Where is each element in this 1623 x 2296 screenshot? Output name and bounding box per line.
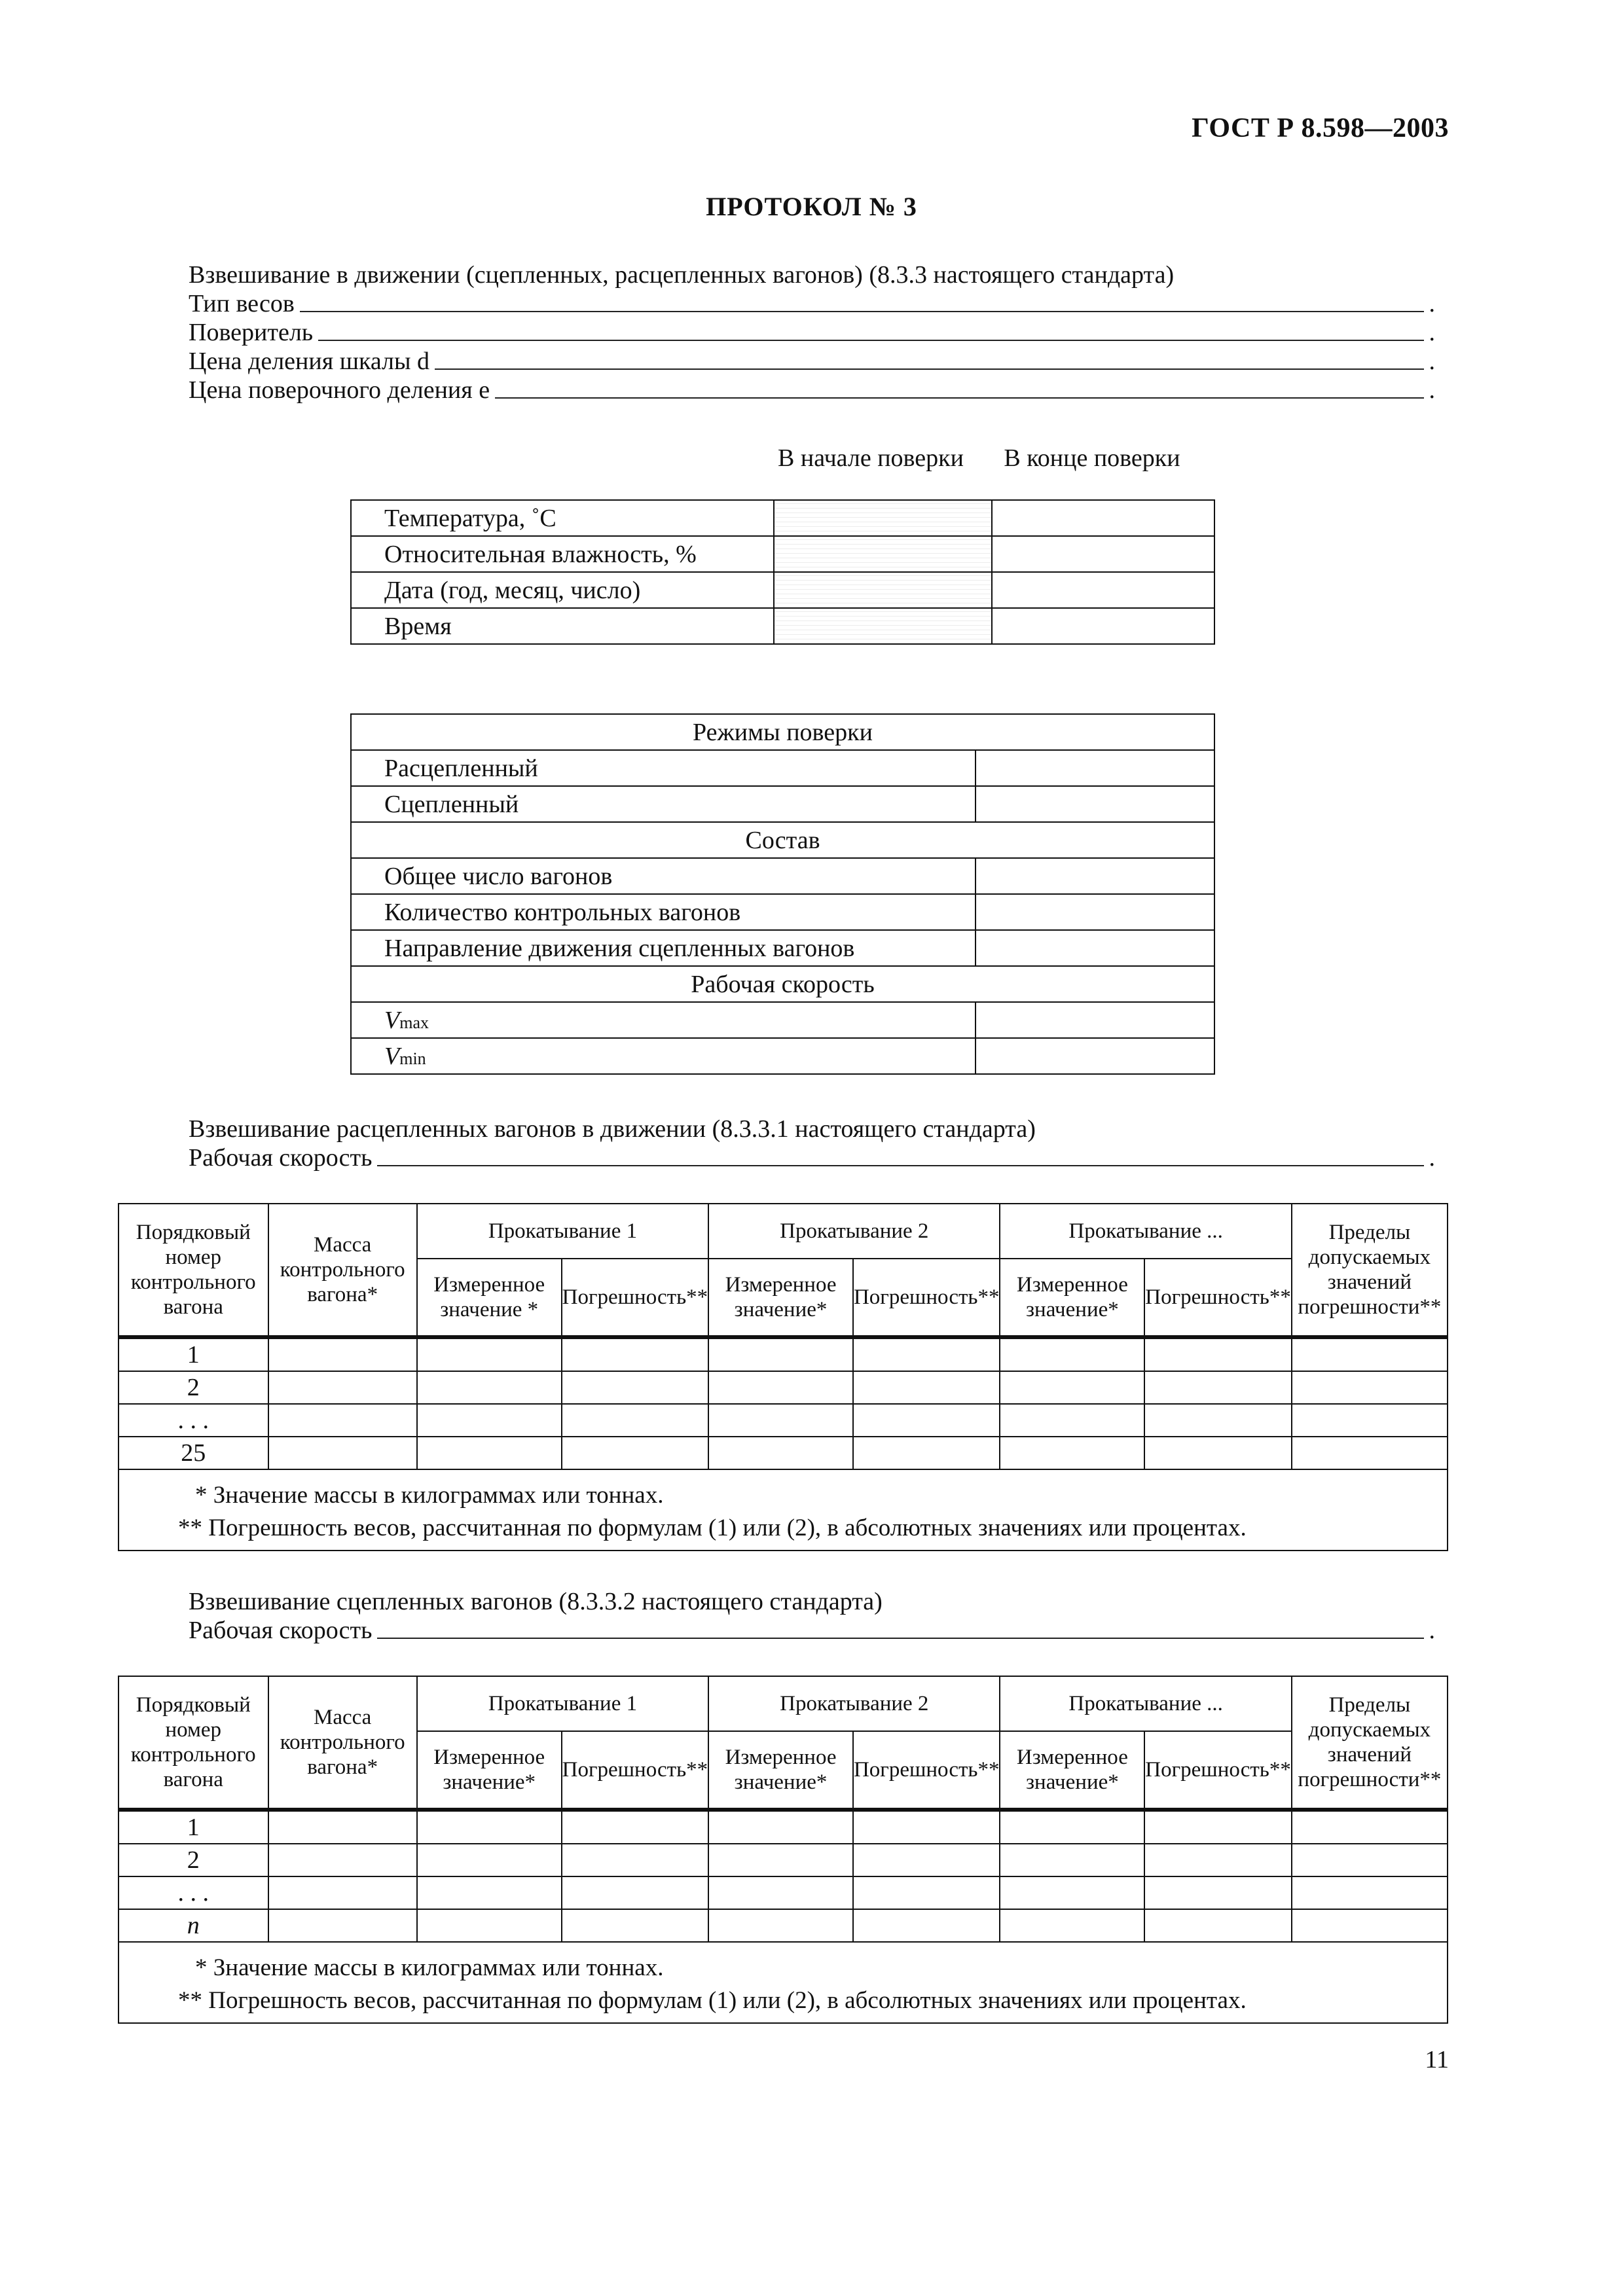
composition-label: Общее число вагонов	[351, 858, 976, 894]
cell[interactable]	[1000, 1810, 1144, 1844]
table-row	[351, 608, 1214, 644]
col-header-measured: Измеренное значение*	[708, 1731, 853, 1810]
table-row	[351, 822, 1214, 858]
page-number: 11	[1425, 2046, 1449, 2073]
speed-label: Vmin	[351, 1038, 976, 1074]
cell[interactable]	[853, 1437, 1000, 1469]
row-number: . . .	[119, 1876, 268, 1909]
fill-line	[495, 397, 1423, 399]
col-header-measured: Измеренное значение*	[1000, 1259, 1144, 1337]
section-heading: Режимы поверки	[351, 714, 1214, 750]
value-cell[interactable]	[976, 750, 1214, 786]
mode-label: Сцепленный	[351, 786, 976, 822]
cell[interactable]	[708, 1404, 853, 1437]
col-header-error: Погрешность**	[853, 1259, 1000, 1337]
cell[interactable]	[708, 1371, 853, 1404]
section-heading: Рабочая скорость	[351, 966, 1214, 1002]
table-row	[351, 572, 1214, 608]
table-row	[119, 1844, 1448, 1876]
cell[interactable]	[853, 1404, 1000, 1437]
cell[interactable]	[268, 1810, 417, 1844]
field-scale-type[interactable]: Тип весов .	[189, 290, 1435, 317]
cell[interactable]	[1000, 1909, 1144, 1942]
col-header-limits: Пределы допускаемых значений погрешности**	[1292, 1676, 1448, 1810]
footnotes	[119, 1942, 1448, 2023]
cell[interactable]	[708, 1876, 853, 1909]
col-header-number: Порядковый номер контрольного вагона	[119, 1676, 268, 1810]
row-number: 1	[119, 1337, 268, 1371]
row-number: 25	[119, 1437, 268, 1469]
table-row	[119, 1437, 1448, 1469]
cell[interactable]	[268, 1844, 417, 1876]
cell[interactable]	[562, 1909, 709, 1942]
col-header-error: Погрешность**	[853, 1731, 1000, 1810]
composition-label: Количество контрольных вагонов	[351, 894, 976, 930]
col-header-measured: Измеренное значение *	[417, 1259, 562, 1337]
section-heading: Состав	[351, 822, 1214, 858]
table-row	[351, 786, 1214, 822]
coupled-wagons-table	[118, 1676, 1448, 2024]
cell[interactable]	[853, 1909, 1000, 1942]
table-row	[351, 894, 1214, 930]
cell[interactable]	[1000, 1844, 1144, 1876]
table-row	[119, 1404, 1448, 1437]
col-start-heading: В начале поверки	[778, 444, 964, 472]
table-header-row	[119, 1676, 1448, 1731]
cell[interactable]	[268, 1437, 417, 1469]
cell[interactable]	[417, 1909, 562, 1942]
condition-label: Температура, ˚С	[351, 500, 774, 536]
cell[interactable]	[417, 1337, 562, 1371]
col-header-error: Погрешность**	[1144, 1259, 1292, 1337]
value-cell[interactable]	[976, 786, 1214, 822]
fill-line	[435, 368, 1423, 370]
cell[interactable]	[562, 1437, 709, 1469]
cell[interactable]	[562, 1371, 709, 1404]
value-cell[interactable]	[976, 894, 1214, 930]
col-header-error: Погрешность**	[1144, 1731, 1292, 1810]
cell[interactable]	[708, 1844, 853, 1876]
cell[interactable]	[1292, 1404, 1448, 1437]
cell[interactable]	[1000, 1371, 1144, 1404]
footnote-1: * Значение массы в килограммах или тоннах.	[195, 1482, 664, 1509]
section2-speed-field[interactable]: Рабочая скорость .	[189, 1617, 1435, 1644]
cell[interactable]	[417, 1437, 562, 1469]
cell[interactable]	[1144, 1810, 1292, 1844]
cell[interactable]	[853, 1844, 1000, 1876]
footnote-row	[119, 1469, 1448, 1551]
col-header-measured: Измеренное значение*	[417, 1731, 562, 1810]
footnote-2: ** Погрешность весов, рассчитанная по формулам (1) или (2), в абсолютных значениях или процентах.	[178, 1515, 1247, 1541]
cell[interactable]	[1292, 1337, 1448, 1371]
table-row	[119, 1909, 1448, 1942]
cell[interactable]	[708, 1337, 853, 1371]
table-row	[351, 930, 1214, 966]
condition-label: Дата (год, месяц, число)	[351, 572, 774, 608]
col-header-measured: Измеренное значение*	[708, 1259, 853, 1337]
fill-line	[300, 310, 1424, 312]
cell-start[interactable]	[774, 500, 991, 536]
col-end-heading: В конце поверки	[1004, 444, 1180, 472]
cell-end[interactable]	[992, 536, 1214, 572]
cell[interactable]	[562, 1337, 709, 1371]
cell[interactable]	[562, 1404, 709, 1437]
row-number: 2	[119, 1844, 268, 1876]
cell[interactable]	[1292, 1371, 1448, 1404]
table-row	[351, 750, 1214, 786]
field-label: Рабочая скорость	[189, 1617, 373, 1644]
cell[interactable]	[1292, 1909, 1448, 1942]
col-header-run-n: Прокатывание ...	[1000, 1676, 1291, 1731]
speed-label: Vmax	[351, 1002, 976, 1038]
row-number: 1	[119, 1810, 268, 1844]
cell-start[interactable]	[774, 608, 991, 644]
cell[interactable]	[1292, 1437, 1448, 1469]
cell[interactable]	[708, 1909, 853, 1942]
row-number: . . .	[119, 1404, 268, 1437]
fill-line	[318, 339, 1423, 341]
col-header-number: Порядковый номер контрольного вагона	[119, 1204, 268, 1337]
cell[interactable]	[562, 1876, 709, 1909]
field-verification-division-e[interactable]: Цена поверочного деления e .	[189, 376, 1435, 404]
cell[interactable]	[853, 1810, 1000, 1844]
cell[interactable]	[417, 1404, 562, 1437]
row-number: 2	[119, 1371, 268, 1404]
field-label: Тип весов	[189, 290, 295, 317]
protocol-title: ПРОТОКОЛ № 3	[706, 192, 917, 221]
cell[interactable]	[853, 1337, 1000, 1371]
composition-label: Направление движения сцепленных вагонов	[351, 930, 976, 966]
col-header-run-2: Прокатывание 2	[708, 1204, 1000, 1259]
table-row	[119, 1337, 1448, 1371]
field-label: Цена деления шкалы d	[189, 348, 430, 375]
col-header-run-2: Прокатывание 2	[708, 1676, 1000, 1731]
section1-heading: Взвешивание расцепленных вагонов в движении (8.3.3.1 настоящего стандарта)	[189, 1115, 1036, 1143]
footnotes	[119, 1469, 1448, 1551]
uncoupled-wagons-table	[118, 1203, 1448, 1551]
cell[interactable]	[1144, 1337, 1292, 1371]
cell[interactable]	[562, 1844, 709, 1876]
cell[interactable]	[1000, 1876, 1144, 1909]
cell[interactable]	[853, 1371, 1000, 1404]
field-label: Рабочая скорость	[189, 1144, 373, 1172]
cell[interactable]	[417, 1371, 562, 1404]
col-header-run-n: Прокатывание ...	[1000, 1204, 1291, 1259]
cell[interactable]	[1000, 1437, 1144, 1469]
cell[interactable]	[268, 1404, 417, 1437]
cell[interactable]	[1144, 1909, 1292, 1942]
cell-end[interactable]	[992, 500, 1214, 536]
cell[interactable]	[1292, 1844, 1448, 1876]
col-header-run-1: Прокатывание 1	[417, 1676, 708, 1731]
table-row	[351, 500, 1214, 536]
intro-text: Взвешивание в движении (сцепленных, расцепленных вагонов) (8.3.3 настоящего стандарта)	[189, 261, 1175, 289]
value-cell[interactable]	[976, 1038, 1214, 1074]
condition-label: Относительная влажность, %	[351, 536, 774, 572]
cell[interactable]	[1292, 1876, 1448, 1909]
footnote-1: * Значение массы в килограммах или тоннах.	[195, 1954, 664, 1981]
fill-line	[377, 1164, 1423, 1166]
table-row	[351, 536, 1214, 572]
cell-end[interactable]	[992, 572, 1214, 608]
cell[interactable]	[853, 1876, 1000, 1909]
conditions-table	[350, 499, 1215, 645]
document-id: ГОСТ Р 8.598—2003	[1192, 113, 1449, 143]
cell-start[interactable]	[774, 572, 991, 608]
table-header-row	[119, 1204, 1448, 1259]
col-header-measured: Измеренное значение*	[1000, 1731, 1144, 1810]
table-row	[351, 966, 1214, 1002]
table-row	[351, 858, 1214, 894]
cell[interactable]	[417, 1810, 562, 1844]
cell-start[interactable]	[774, 536, 991, 572]
cell[interactable]	[1144, 1876, 1292, 1909]
cell[interactable]	[268, 1876, 417, 1909]
cell[interactable]	[1000, 1337, 1144, 1371]
cell[interactable]	[268, 1909, 417, 1942]
condition-label: Время	[351, 608, 774, 644]
mode-label: Расцепленный	[351, 750, 976, 786]
field-label: Поверитель	[189, 319, 314, 346]
section1-speed-field[interactable]: Рабочая скорость .	[189, 1144, 1435, 1172]
cell[interactable]	[1000, 1404, 1144, 1437]
col-header-error: Погрешность**	[562, 1259, 709, 1337]
cell[interactable]	[1144, 1844, 1292, 1876]
col-header-mass: Масса контрольного вагона*	[268, 1676, 417, 1810]
field-label: Цена поверочного деления e	[189, 376, 490, 404]
cell[interactable]	[1144, 1437, 1292, 1469]
table-row	[351, 1038, 1214, 1074]
cell[interactable]	[268, 1337, 417, 1371]
table-row	[119, 1371, 1448, 1404]
cell[interactable]	[417, 1844, 562, 1876]
cell[interactable]	[1292, 1810, 1448, 1844]
value-cell[interactable]	[976, 930, 1214, 966]
footnote-row	[119, 1942, 1448, 2023]
table-row	[119, 1810, 1448, 1844]
col-header-limits: Пределы допускаемых значений погрешности**	[1292, 1204, 1448, 1337]
cell[interactable]	[417, 1876, 562, 1909]
cell[interactable]	[1144, 1404, 1292, 1437]
cell[interactable]	[708, 1437, 853, 1469]
table-row	[351, 714, 1214, 750]
footnote-2: ** Погрешность весов, рассчитанная по формулам (1) или (2), в абсолютных значениях или процентах.	[178, 1987, 1247, 2014]
cell[interactable]	[562, 1810, 709, 1844]
cell[interactable]	[1144, 1371, 1292, 1404]
section2-heading: Взвешивание сцепленных вагонов (8.3.3.2 настоящего стандарта)	[189, 1588, 883, 1615]
cell[interactable]	[708, 1810, 853, 1844]
fill-line	[377, 1637, 1423, 1639]
row-number: n	[119, 1909, 268, 1942]
table-row	[119, 1876, 1448, 1909]
col-header-error: Погрешность**	[562, 1731, 709, 1810]
value-cell[interactable]	[976, 1002, 1214, 1038]
col-header-run-1: Прокатывание 1	[417, 1204, 708, 1259]
col-header-mass: Масса контрольного вагона*	[268, 1204, 417, 1337]
cell-end[interactable]	[992, 608, 1214, 644]
modes-table	[350, 713, 1215, 1075]
table-row	[351, 1002, 1214, 1038]
field-division-d[interactable]: Цена деления шкалы d .	[189, 348, 1435, 375]
cell[interactable]	[268, 1371, 417, 1404]
value-cell[interactable]	[976, 858, 1214, 894]
field-verifier[interactable]: Поверитель .	[189, 319, 1435, 346]
